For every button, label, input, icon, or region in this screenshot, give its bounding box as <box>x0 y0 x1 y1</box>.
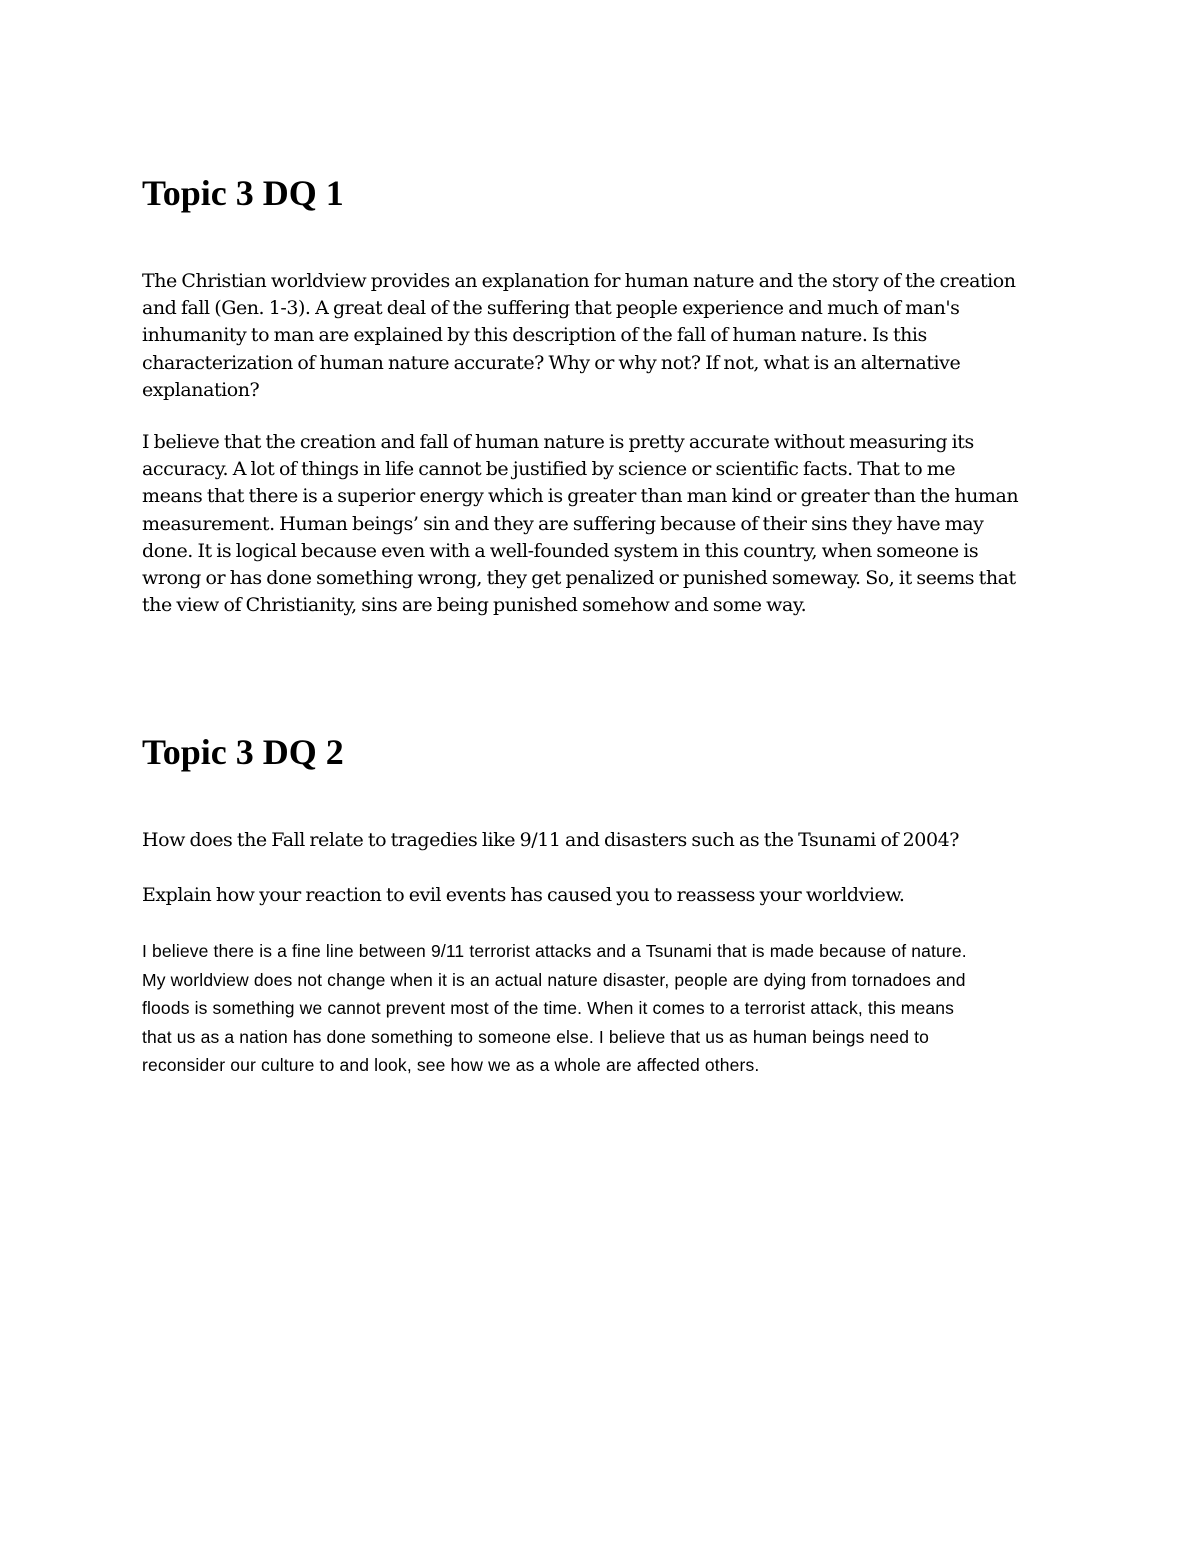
section1-question-line: and fall (Gen. 1-3). A great deal of the suffering that people experience and much of man's <box>142 297 960 320</box>
section1-answer-line: done. It is logical because even with a well-founded system in this country, when someone is <box>142 539 979 562</box>
section1-answer-line: the view of Christianity, sins are being punished somehow and some way. <box>142 594 807 617</box>
section2-question-1-line: How does the Fall relate to tragedies like 9/11 and disasters such as the Tsunami of 2004? <box>142 829 959 851</box>
section2-answer-line: I believe there is a fine line between 9/11 terrorist attacks and a Tsunami that is made because of nature. <box>142 941 967 961</box>
section2-answer <box>142 937 1072 1080</box>
section1-question-line: characterization of human nature accurate? Why or why not? If not, what is an alternative <box>142 351 961 374</box>
section2-answer-line: floods is something we cannot prevent most of the time. When it comes to a terrorist attack, this means <box>142 998 955 1019</box>
section1-answer-line: accuracy. A lot of things in life cannot be justified by science or scientific facts. That to me <box>142 458 956 481</box>
section2-heading: Topic 3 DQ 2 <box>142 732 344 772</box>
section1-heading: Topic 3 DQ 1 <box>142 173 344 213</box>
section2-answer-line: that us as a nation has done something to someone else. I believe that us as human beings need to <box>142 1026 930 1047</box>
section1-question <box>142 268 1062 404</box>
section2-question-2-line: Explain how your reaction to evil events has caused you to reassess your worldview. <box>142 884 905 906</box>
section1-answer <box>142 429 1062 619</box>
section1-question-line: inhumanity to man are explained by this description of the fall of human nature. Is this <box>142 324 927 347</box>
section1-question-line: The Christian worldview provides an explanation for human nature and the story of the creation <box>142 270 1016 292</box>
section1-answer-line: wrong or has done something wrong, they get penalized or punished someway. So, it seems that <box>142 567 1016 590</box>
section2-answer-line: reconsider our culture to and look, see how we as a whole are affected others. <box>142 1055 760 1076</box>
section2-answer-line: My worldview does not change when it is an actual nature disaster, people are dying from tornadoes and <box>142 969 966 990</box>
section1-answer-line: means that there is a superior energy which is greater than man kind or greater than the human <box>142 485 1019 508</box>
section1-answer-line: measurement. Human beings’ sin and they are suffering because of their sins they have may <box>142 512 984 535</box>
section2-question-2 <box>142 882 1062 909</box>
section2-question-1 <box>142 827 1062 854</box>
section1-question-line: explanation? <box>142 378 260 401</box>
section1-answer-line: I believe that the creation and fall of human nature is pretty accurate without measuring its <box>142 431 974 453</box>
